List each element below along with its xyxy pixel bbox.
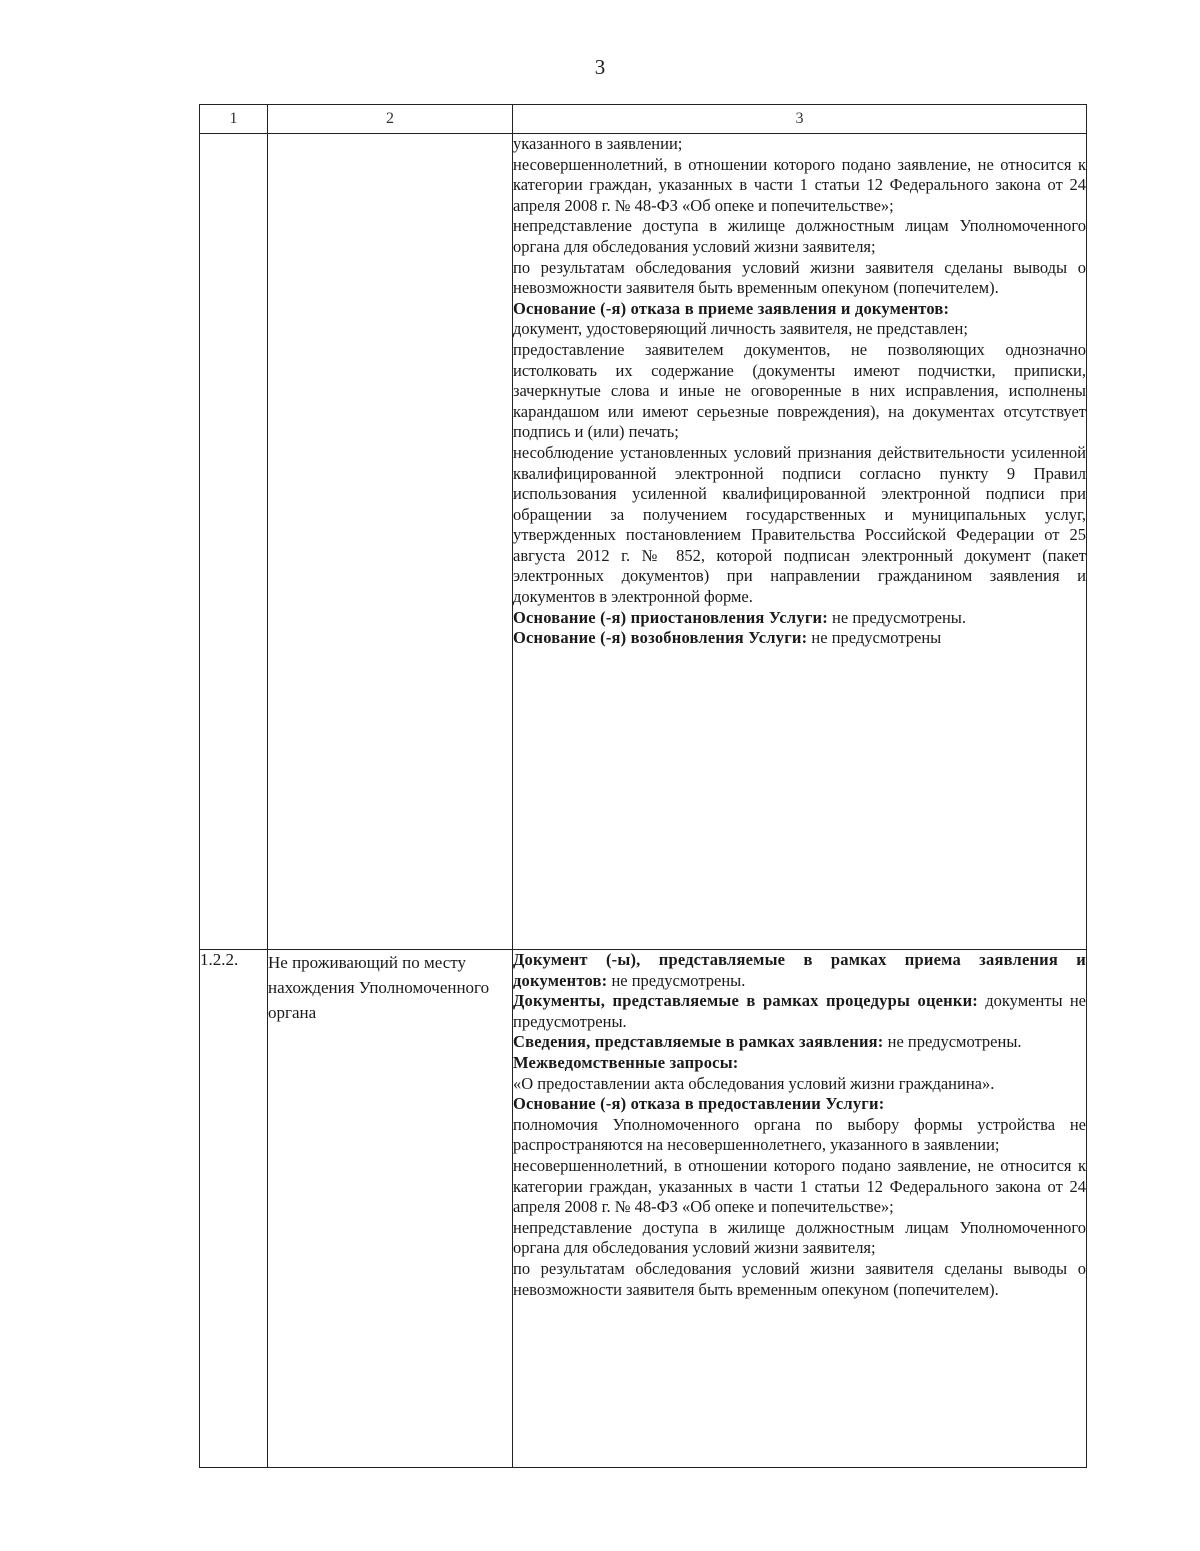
row-description-cell xyxy=(513,950,1087,1468)
paragraph-text: предоставление заявителем документов, не позволяющих однозначно истолковать их содержание (документы имеют подчистки, приписки, зачеркнутые слова и иные не оговоренные в них исправления, исполнены карандашом или имеют серьезные повреждения), на документах отсутствует подпись и (или) печать; xyxy=(513,339,1086,442)
paragraph-heading: Документы, представляемые в рамках процедуры оценки: xyxy=(513,991,978,1011)
paragraph-text: документы не предусмотрены. xyxy=(513,991,1086,1031)
paragraph xyxy=(513,319,1086,340)
paragraph xyxy=(513,134,1086,155)
paragraph-list xyxy=(513,950,1086,1300)
row-name-cell: Не проживающий по месту нахождения Уполномоченного органа xyxy=(268,950,513,1468)
paragraph xyxy=(513,1053,1086,1074)
paragraph-text: не предусмотрены. xyxy=(883,1032,1022,1052)
paragraph xyxy=(513,155,1086,217)
paragraph-heading: Основание (-я) приостановления Услуги: xyxy=(513,607,828,627)
paragraph xyxy=(513,628,1086,649)
paragraph-list xyxy=(513,134,1086,649)
row-number-cell xyxy=(200,134,268,950)
paragraph-heading: Межведомственные запросы: xyxy=(513,1052,739,1072)
paragraph xyxy=(513,258,1086,299)
paragraph-heading: Сведения, представляемые в рамках заявления: xyxy=(513,1032,884,1052)
paragraph-text: «О предоставлении акта обследования условий жизни гражданина». xyxy=(513,1073,995,1093)
paragraph-text: документ, удостоверяющий личность заявителя, не представлен; xyxy=(513,319,968,339)
paragraph xyxy=(513,608,1086,629)
row-number-cell: 1.2.2. xyxy=(200,950,268,1468)
paragraph xyxy=(513,991,1086,1032)
paragraph-text: не предусмотрены. xyxy=(827,607,966,627)
paragraph-text: полномочия Уполномоченного органа по выбору формы устройства не распространяются на несовершеннолетнего, указанного в заявлении; xyxy=(513,1114,1086,1155)
column-header-3: 3 xyxy=(513,105,1087,134)
paragraph-text: несовершеннолетний, в отношении которого подано заявление, не относится к категории граждан, указанных в части 1 статьи 12 Федерального закона от 24 апреля 2008 г. № 48-ФЗ «Об опеке и попечительстве»; xyxy=(513,1155,1086,1217)
paragraph xyxy=(513,950,1086,991)
paragraph-text: не предусмотрены xyxy=(807,628,942,648)
paragraph xyxy=(513,443,1086,608)
column-header-2: 2 xyxy=(268,105,513,134)
paragraph xyxy=(513,1156,1086,1218)
paragraph xyxy=(513,1074,1086,1095)
paragraph-text: по результатам обследования условий жизни заявителя сделаны выводы о невозможности заявителя быть временным опекуном (попечителем). xyxy=(513,1258,1086,1299)
row-name-cell xyxy=(268,134,513,950)
paragraph xyxy=(513,340,1086,443)
table-row xyxy=(200,134,1087,950)
paragraph-heading: Основание (-я) возобновления Услуги: xyxy=(513,628,808,648)
paragraph-text: непредставление доступа в жилище должностным лицам Уполномоченного органа для обследования условий жизни заявителя; xyxy=(513,216,1086,256)
paragraph-text: по результатам обследования условий жизни заявителя сделаны выводы о невозможности заявителя быть временным опекуном (попечителем). xyxy=(513,257,1086,298)
paragraph xyxy=(513,1259,1086,1300)
paragraph-heading: Основание (-я) отказа в приеме заявления и документов: xyxy=(513,298,950,318)
document-table xyxy=(199,104,1087,1468)
paragraph xyxy=(513,1094,1086,1115)
column-header-1: 1 xyxy=(200,105,268,134)
paragraph-text: непредставление доступа в жилище должностным лицам Уполномоченного органа для обследования условий жизни заявителя; xyxy=(513,1217,1086,1258)
table-row xyxy=(200,950,1087,1468)
paragraph xyxy=(513,1032,1086,1053)
paragraph xyxy=(513,299,1086,320)
paragraph-heading: Документ (-ы), представляемые в рамках приема заявления и документов: xyxy=(513,950,1086,990)
row-description-cell xyxy=(513,134,1087,950)
paragraph xyxy=(513,1115,1086,1156)
paragraph-text: несовершеннолетний, в отношении которого подано заявление, не относится к категории граждан, указанных в части 1 статьи 12 Федерального закона от 24 апреля 2008 г. № 48-ФЗ «Об опеке и попечительстве»; xyxy=(513,154,1086,215)
paragraph xyxy=(513,216,1086,257)
paragraph-heading: Основание (-я) отказа в предоставлении Услуги: xyxy=(513,1094,885,1114)
paragraph-text: указанного в заявлении; xyxy=(513,134,683,153)
paragraph xyxy=(513,1218,1086,1259)
paragraph-text: несоблюдение установленных условий признания действительности усиленной квалифицированной электронной подписи согласно пункту 9 Правил использования усиленной квалифицированной электронной подписи при обращении за получением государственных и муниципальных услуг, утвержденных постановлением Правительства Российской Федерации от 25 августа 2012 г. № 852, которой подписан электронный документ (пакет электронных документов) при направлении гражданином заявления и документов в электронной форме. xyxy=(513,442,1086,607)
header-row xyxy=(200,105,1087,134)
page-number: 3 xyxy=(594,55,606,79)
paragraph-text: не предусмотрены. xyxy=(607,970,746,990)
